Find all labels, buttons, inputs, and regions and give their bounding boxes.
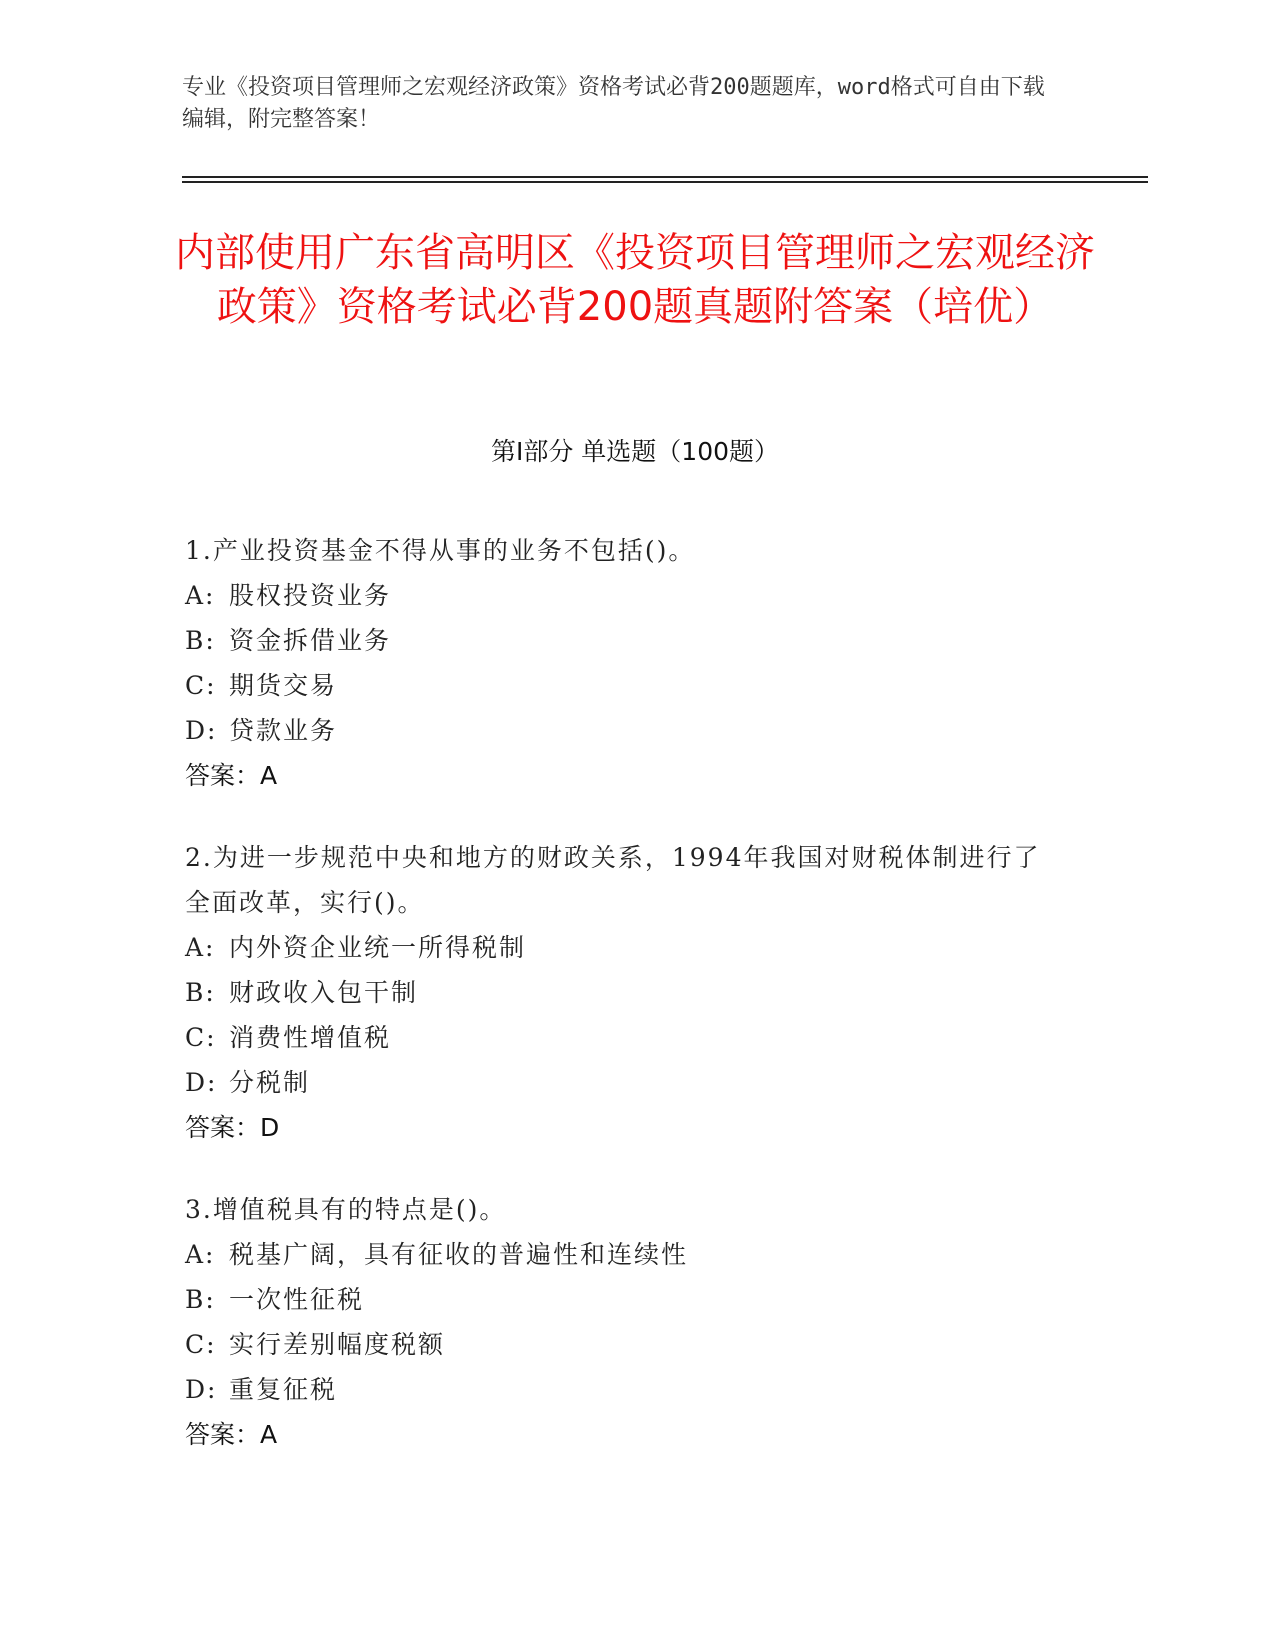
option-text: 内外资企业统一所得税制 (229, 933, 527, 962)
option-b (185, 1277, 1065, 1322)
option-text: 一次性征税 (229, 1285, 365, 1314)
document-title: 内部使用广东省高明区《投资项目管理师之宏观经济政策》资格考试必背200题真题附答案（培优） (175, 230, 1095, 330)
question-stem: 3.增值税具有的特点是()。 (185, 1195, 507, 1224)
option-key: A: (185, 1240, 216, 1269)
option-c (185, 663, 1065, 708)
question-stem: 1.产业投资基金不得从事的业务不包括()。 (185, 536, 696, 565)
option-d (185, 1367, 1065, 1412)
option-key: B: (185, 626, 216, 655)
header-rule-top (182, 176, 1148, 178)
option-text: 重复征税 (229, 1375, 338, 1404)
option-text: 税基广阔，具有征收的普遍性和连续性 (229, 1240, 689, 1269)
question-list (185, 528, 1065, 1494)
option-text: 消费性增值税 (229, 1023, 392, 1052)
option-key: D: (185, 1068, 218, 1097)
option-text: 资金拆借业务 (229, 626, 392, 655)
header-rule-bottom (182, 181, 1148, 183)
question-stem: 2.为进一步规范中央和地方的财政关系，1994年我国对财税体制进行了全面改革，实行()。 (185, 843, 1041, 917)
option-key: B: (185, 978, 216, 1007)
option-key: C: (185, 1023, 217, 1052)
option-text: 分税制 (229, 1068, 311, 1097)
option-key: D: (185, 1375, 218, 1404)
option-d (185, 708, 1065, 753)
option-key: A: (185, 933, 216, 962)
header-note: 专业《投资项目管理师之宏观经济政策》资格考试必背200题题库，word格式可自由下载编辑，附完整答案！ (182, 75, 1045, 132)
answer: 答案：A (185, 1420, 278, 1449)
option-text: 实行差别幅度税额 (229, 1330, 446, 1359)
option-b (185, 970, 1065, 1015)
option-text: 期货交易 (229, 671, 338, 700)
option-d (185, 1060, 1065, 1105)
option-c (185, 1322, 1065, 1367)
option-key: C: (185, 1330, 217, 1359)
question-3 (185, 1187, 1065, 1457)
option-key: D: (185, 716, 218, 745)
option-a (185, 573, 1065, 618)
option-key: C: (185, 671, 217, 700)
answer: 答案：A (185, 761, 278, 790)
option-c (185, 1015, 1065, 1060)
option-text: 股权投资业务 (229, 581, 392, 610)
option-key: A: (185, 581, 216, 610)
answer: 答案：D (185, 1113, 280, 1142)
option-text: 财政收入包干制 (229, 978, 419, 1007)
option-a (185, 1232, 1065, 1277)
option-text: 贷款业务 (229, 716, 338, 745)
option-b (185, 618, 1065, 663)
option-a (185, 925, 1065, 970)
question-2 (185, 835, 1065, 1150)
section-title: 第Ⅰ部分 单选题（100题） (490, 437, 780, 466)
option-key: B: (185, 1285, 216, 1314)
question-1 (185, 528, 1065, 798)
